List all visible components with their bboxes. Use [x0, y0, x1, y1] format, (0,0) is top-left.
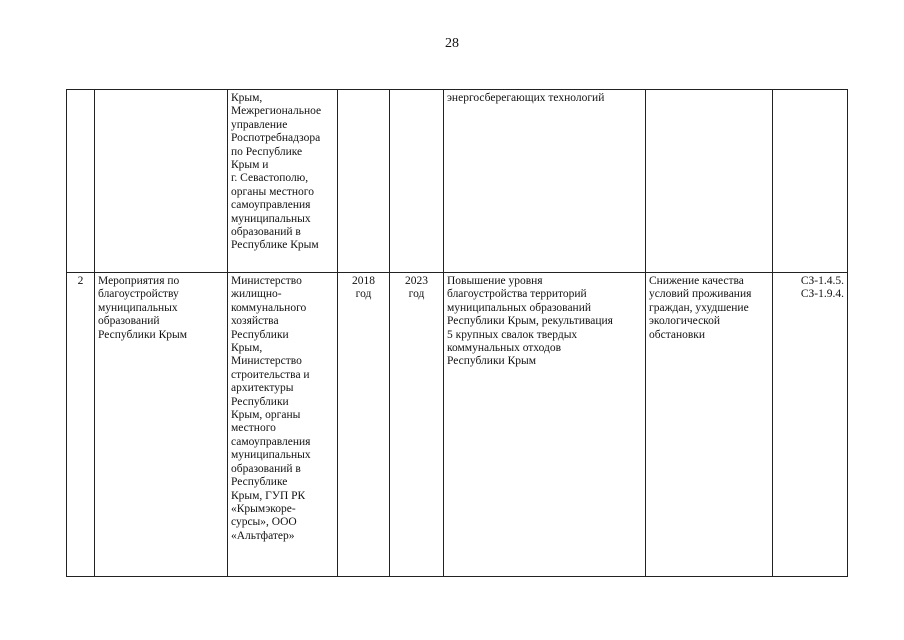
cell-executors: Министерство жилищно- коммунального хозяйства Республики Крым, Министерство строительства и архитектуры Республики Крым, органы местного самоуправления муниципальных образований в Республике Крым, ГУП РК «Крымэкоре- сурсы», ООО «Альтфатер» — [228, 273, 338, 577]
cell-result: Повышение уровня благоустройства территорий муниципальных образований Республики Крым, рекультивация 5 крупных свалок твердых коммунальных отходов Республики Крым — [444, 273, 646, 577]
cell-consequence: Снижение качества условий проживания граждан, ухудшение экологической обстановки — [646, 273, 773, 577]
cell-number — [67, 90, 95, 273]
cell-measure — [95, 90, 228, 273]
cell-end-year: 2023 год — [390, 273, 444, 577]
cell-start-year: 2018 год — [338, 273, 390, 577]
cell-result: энергосберегающих технологий — [444, 90, 646, 273]
cell-consequence — [646, 90, 773, 273]
table-row — [67, 273, 848, 577]
cell-measure: Мероприятия по благоустройству муниципальных образований Республики Крым — [95, 273, 228, 577]
cell-code — [773, 90, 848, 273]
cell-executors: Крым, Межрегиональное управление Роспотребнадзора по Республике Крым и г. Севастополю, органы местного самоуправления муниципальных образований в Республике Крым — [228, 90, 338, 273]
cell-number: 2 — [67, 273, 95, 577]
measures-table — [66, 89, 848, 577]
cell-code: СЗ-1.4.5. СЗ-1.9.4. — [773, 273, 848, 577]
cell-start-year — [338, 90, 390, 273]
page-number: 28 — [445, 36, 459, 51]
table-row — [67, 90, 848, 273]
cell-end-year — [390, 90, 444, 273]
